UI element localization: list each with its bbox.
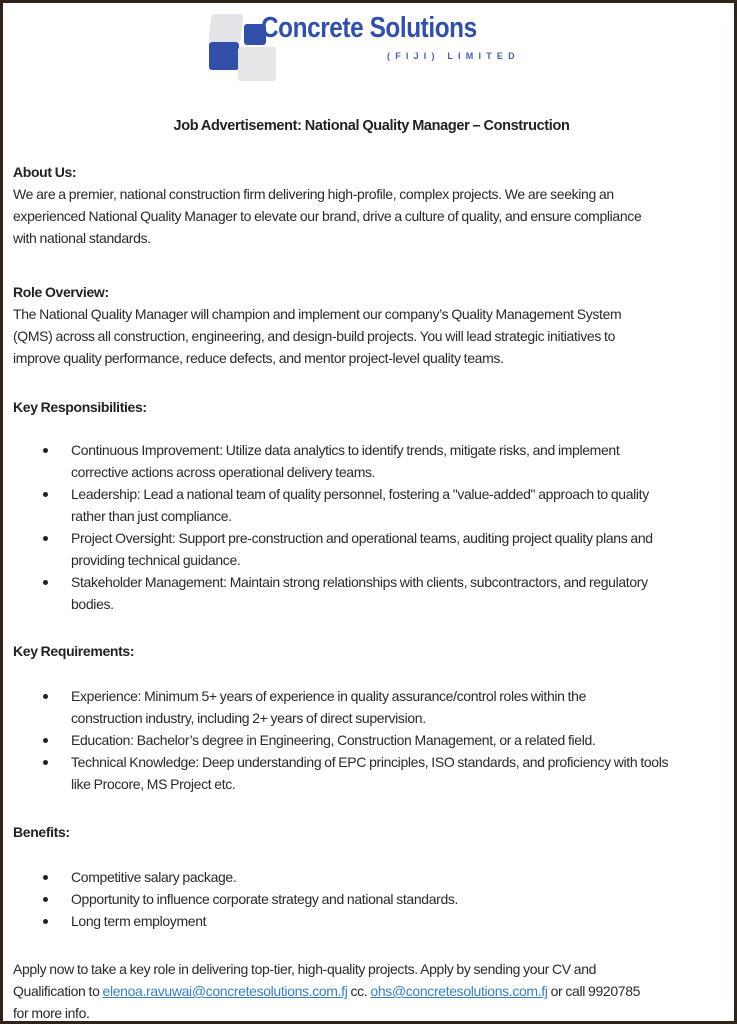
bullet-icon (43, 448, 48, 453)
list-item-text: Opportunity to influence corporate strategy and national standards. (71, 891, 459, 907)
list-item-text: Long term employment (71, 913, 207, 929)
list-item (3, 751, 668, 795)
list-item-text: providing technical guidance. (71, 552, 241, 568)
apply-line: for more info. (13, 1005, 90, 1021)
about-line: experienced National Quality Manager to elevate our brand, drive a culture of quality, and ensure compliance (13, 208, 642, 224)
list-item (3, 483, 653, 527)
apply-prefix: Qualification to (13, 983, 103, 999)
list-item-text: Project Oversight: Support pre-construction and operational teams, auditing project quality plans and (71, 530, 653, 546)
primary-email-link[interactable]: elenoa.ravuwai@concretesolutions.com.fj (102, 983, 348, 999)
list-item-text: Continuous Improvement: Utilize data analytics to identify trends, mitigate risks, and implement (71, 442, 620, 458)
apply-line: Apply now to take a key role in delivering top-tier, high-quality projects. Apply by sending your CV and (13, 961, 597, 977)
benefits-list (3, 866, 458, 932)
company-logo (203, 9, 533, 81)
logo-tile-grey-icon (209, 14, 244, 42)
page-title: Job Advertisement: National Quality Manager – Construction (173, 118, 570, 134)
list-item-text: construction industry, including 2+ years of direct supervision. (71, 710, 426, 726)
about-paragraph (13, 183, 641, 249)
role-overview-heading: Role Overview: (13, 284, 109, 300)
list-item-text: like Procore, MS Project etc. (71, 776, 236, 792)
about-line: with national standards. (13, 230, 151, 246)
list-item-text: rather than just compliance. (71, 508, 232, 524)
about-heading: About Us: (13, 164, 77, 180)
logo-subtitle: (FIJI) LIMITED (387, 51, 520, 61)
bullet-icon (43, 897, 48, 902)
about-line: We are a premier, national construction firm delivering high-profile, complex projects. We are seeking an (13, 186, 614, 202)
responsibilities-list (3, 439, 653, 615)
bullet-icon (43, 492, 48, 497)
cc-text: cc. (347, 983, 371, 999)
list-item (3, 527, 653, 571)
list-item-text: corrective actions across operational delivery teams. (71, 464, 376, 480)
bullet-icon (43, 760, 48, 765)
role-overview-line: improve quality performance, reduce defects, and mentor project-level quality teams. (13, 350, 504, 366)
list-item-text: Technical Knowledge: Deep understanding of EPC principles, ISO standards, and proficiency with tools (71, 754, 669, 770)
list-item-text: Stakeholder Management: Maintain strong relationships with clients, subcontractors, and regulatory (71, 574, 648, 590)
bullet-icon (43, 919, 48, 924)
responsibilities-heading: Key Responsibilities: (13, 399, 147, 415)
list-item-text: Leadership: Lead a national team of quality personnel, fostering a "value-added" approach to quality (71, 486, 649, 502)
logo-tile-grey-icon (238, 47, 276, 81)
requirements-heading: Key Requirements: (13, 643, 135, 659)
list-item-text: bodies. (71, 596, 114, 612)
bullet-icon (43, 738, 48, 743)
list-item (3, 439, 653, 483)
apply-line (13, 980, 640, 1002)
role-overview-line: The National Quality Manager will champion and implement our company’s Quality Management System (13, 306, 622, 322)
apply-paragraph (13, 958, 640, 1024)
benefits-heading: Benefits: (13, 824, 70, 840)
bullet-icon (43, 694, 48, 699)
list-item (3, 866, 458, 888)
list-item (3, 571, 653, 615)
phone-text: or call 9920785 (547, 983, 641, 999)
list-item (3, 888, 458, 910)
list-item-text: Experience: Minimum 5+ years of experience in quality assurance/control roles within the (71, 688, 587, 704)
requirements-list (3, 685, 668, 795)
bullet-icon (43, 536, 48, 541)
bullet-icon (43, 875, 48, 880)
cc-email-link[interactable]: ohs@concretesolutions.com.fj (370, 983, 548, 999)
list-item-text: Competitive salary package. (71, 869, 237, 885)
list-item (3, 729, 668, 751)
role-overview-line: (QMS) across all construction, engineering, and design-build projects. You will lead strategic initiatives to (13, 328, 616, 344)
list-item (3, 685, 668, 729)
logo-tile-blue-icon (209, 42, 239, 70)
list-item (3, 910, 458, 932)
role-overview-paragraph (13, 303, 621, 369)
logo-company-name: Concrete Solutions (261, 12, 477, 44)
bullet-icon (43, 580, 48, 585)
list-item-text: Education: Bachelor’s degree in Engineering, Construction Management, or a related field. (71, 732, 596, 748)
